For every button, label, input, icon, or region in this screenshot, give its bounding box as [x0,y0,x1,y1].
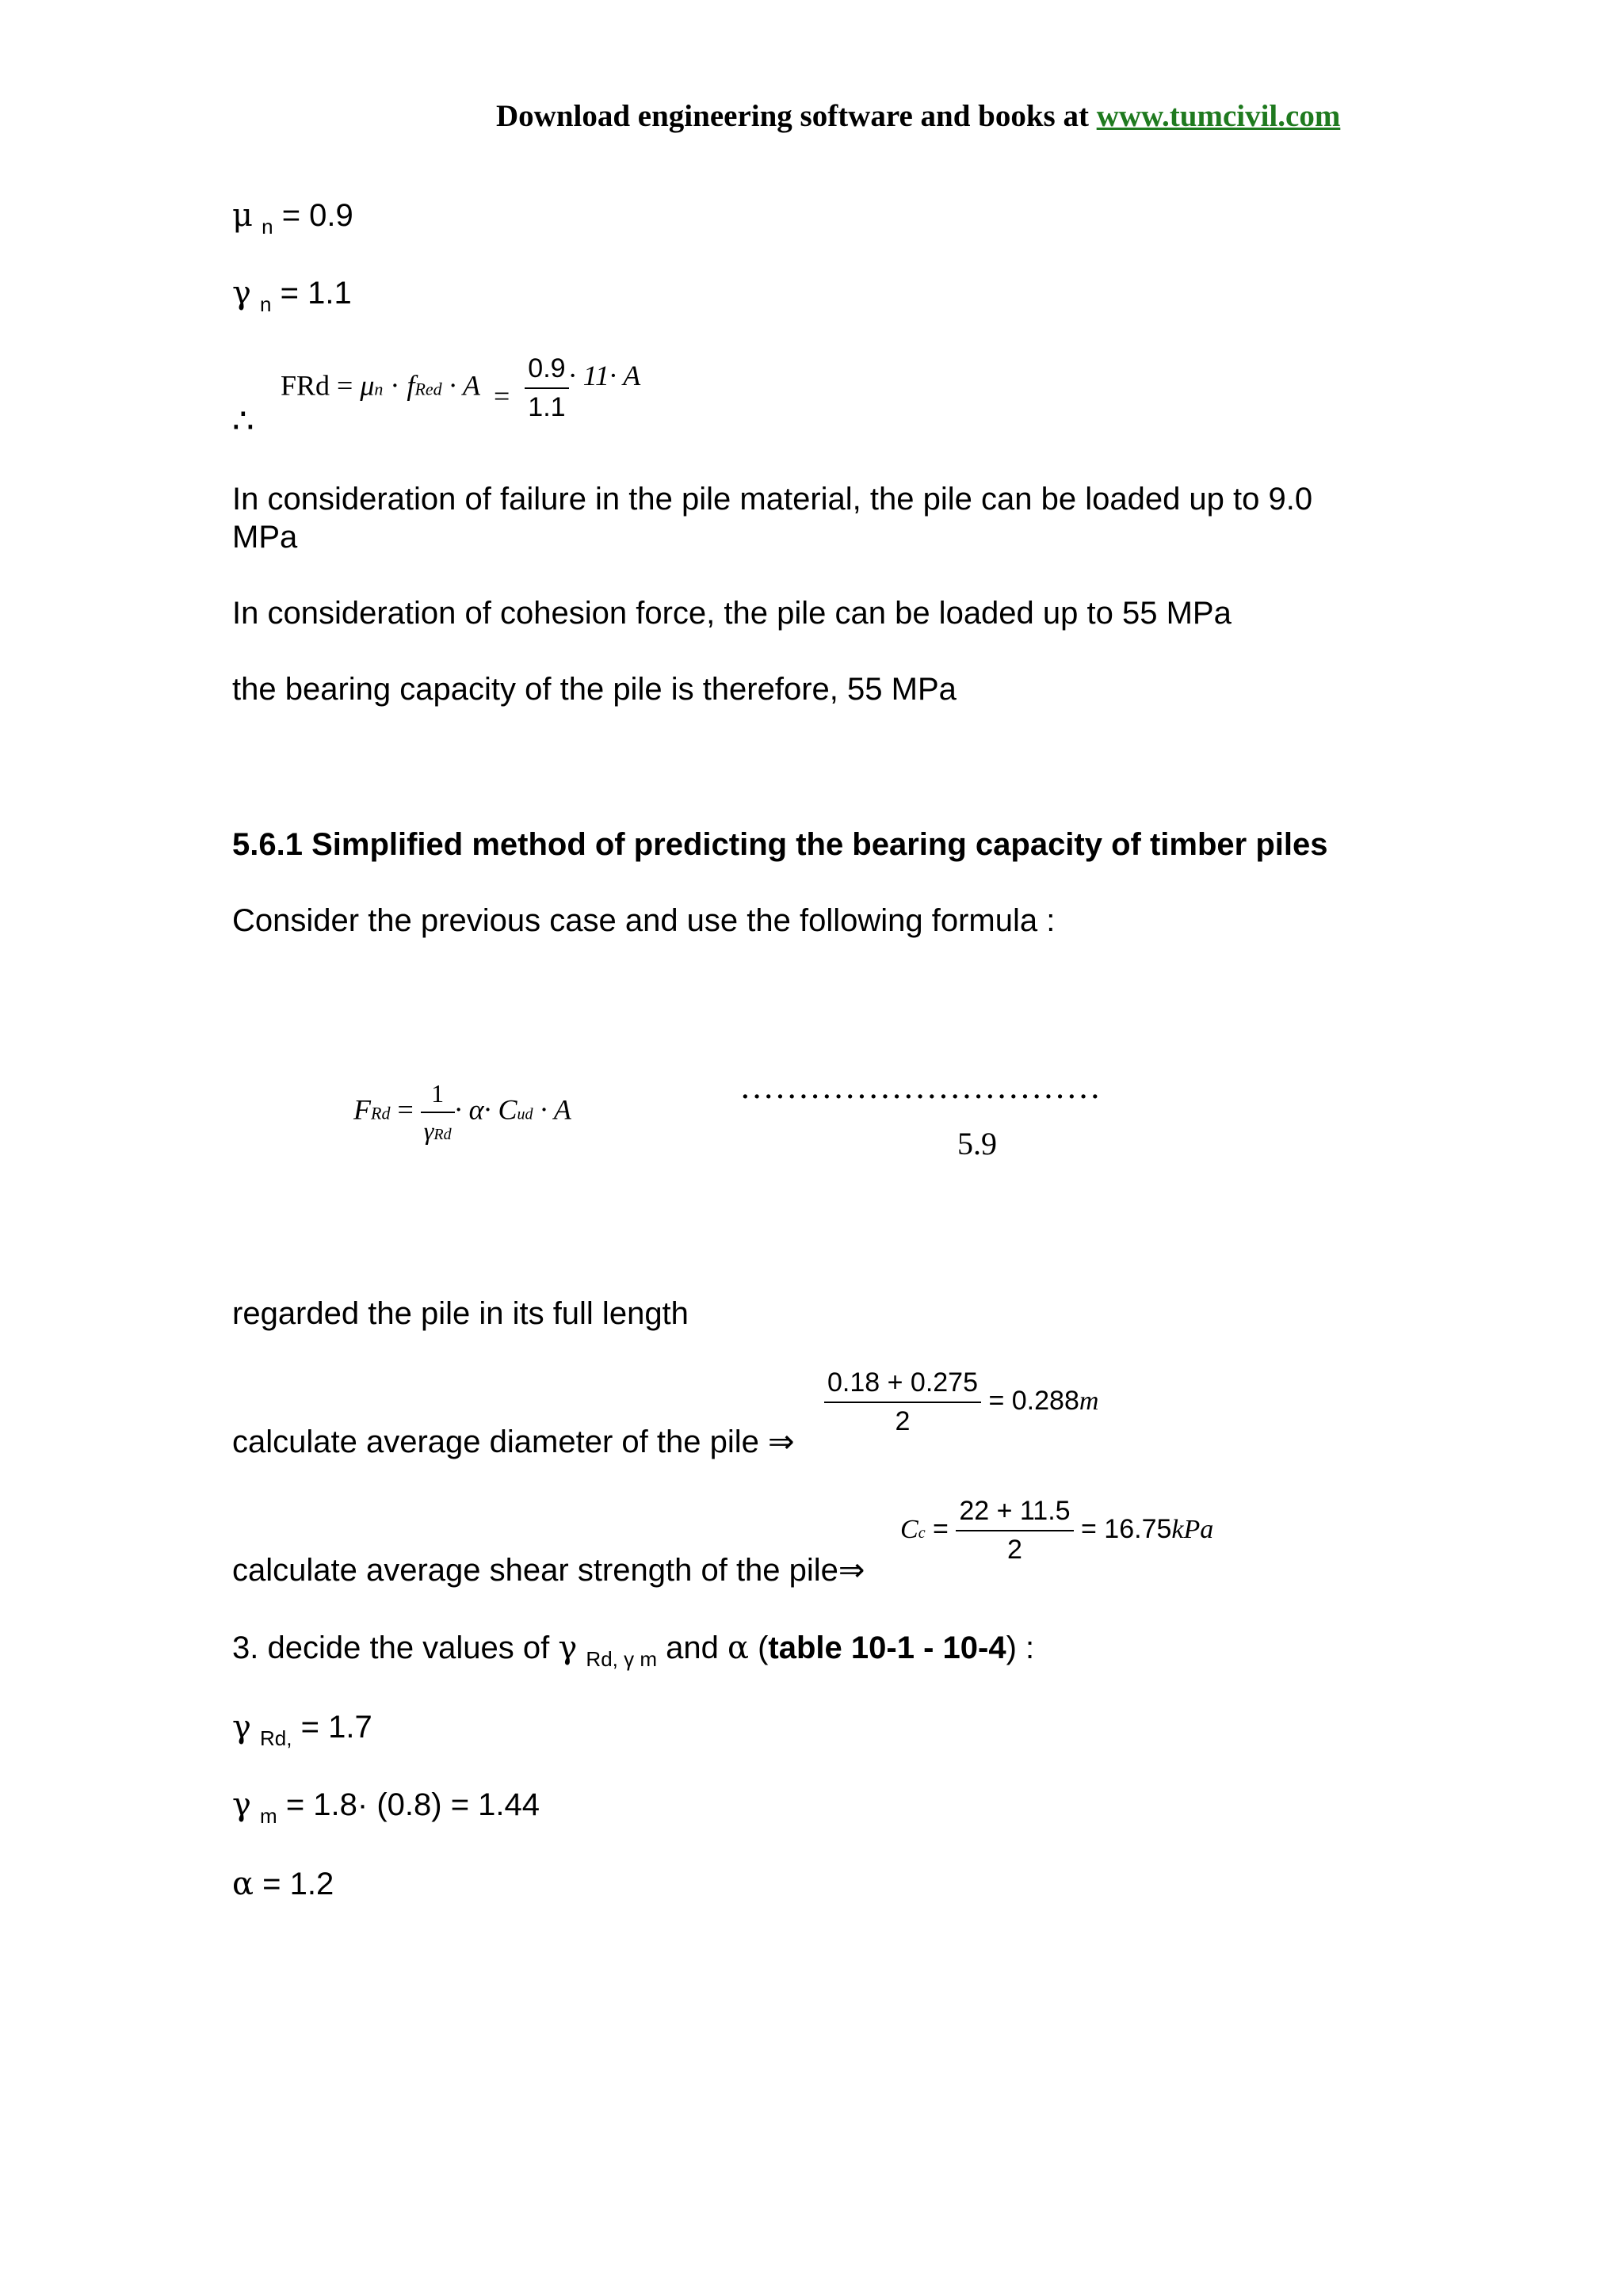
eq-rest1: · α· C [454,1093,517,1126]
gamma-symbol: γ [232,275,251,311]
diameter-formula [824,1367,1098,1437]
gamma-n-line [232,274,352,315]
eq-den: γ [423,1116,434,1145]
frd-num: 0.9 [528,353,566,383]
mu-value: = 0.9 [273,198,353,233]
shear-result: = 16.75 [1081,1513,1172,1544]
shear-unit: kPa [1171,1514,1214,1544]
mu-subscript: n [262,215,273,238]
frd-den: 1.1 [525,387,568,423]
step-3-text-a: 3. decide the values of [232,1630,559,1665]
header-link[interactable]: www.tumcivil.com [1096,99,1341,133]
frd-lhs: FRd = [281,369,361,402]
shear-c-sub: c [918,1524,926,1542]
diameter-result: = 0.288 [988,1385,1079,1416]
diameter-fraction [824,1367,981,1437]
section-heading: 5.6.1 Simplified method of predicting the bearing capacity of timber piles [232,827,1328,862]
mu-symbol: μ [232,197,253,234]
frd-f-sub: Red [414,379,442,399]
shear-num: 22 + 11.5 [959,1496,1071,1526]
gamma-m-symbol: γ [232,1787,251,1823]
shear-den: 2 [956,1530,1073,1566]
step-3-gamma: γ [558,1630,578,1666]
eq-num: 1 [431,1079,445,1108]
diameter-num: 0.18 + 0.275 [827,1367,979,1398]
page-header [496,98,1340,134]
diameter-unit: m [1079,1386,1099,1416]
eq-lhs: F [353,1093,371,1126]
frd-tail: · 11· A [568,360,641,392]
therefore-symbol: ∴ [232,402,254,441]
frd-mu-sub: n [374,379,384,399]
shear-fraction [956,1496,1073,1566]
diameter-den: 2 [824,1402,981,1437]
eq-equals: = [390,1093,421,1126]
paragraph-full-length: regarded the pile in its full length [232,1296,689,1331]
paragraph-bearing: the bearing capacity of the pile is therefore, 55 MPa [232,672,957,707]
gamma-rd-symbol: γ [232,1709,251,1745]
step-3-text-b: and [657,1630,727,1665]
alpha-symbol: α [232,1866,254,1902]
alpha-value: = 1.2 [254,1867,334,1901]
eq-den-wrap [421,1112,455,1146]
eq-fraction [421,1079,455,1146]
frd-f: f [407,369,415,402]
gamma-m-line [232,1786,540,1827]
frd-fraction [525,353,568,423]
gamma-m-subscript: m [260,1804,277,1828]
paragraph-material: In consideration of failure in the pile material, the pile can be loaded up to 9.0 [232,482,1313,517]
equation-5-9 [353,1079,571,1146]
shear-eq: = [925,1513,957,1544]
step-3-line [232,1629,1034,1670]
shear-formula [900,1496,1213,1566]
step-3-alpha: α [727,1630,749,1666]
eq-den-sub: Rd [433,1126,452,1143]
eq-number: 5.9 [957,1126,997,1161]
step-3-text-c: ( [748,1630,769,1665]
frd-eq: = [493,380,510,413]
gamma-subscript: n [260,292,272,316]
gamma-m-value: = 1.8· (0.8) = 1.44 [277,1787,540,1822]
paragraph-material-cont: MPa [232,520,298,555]
gamma-rd-subscript: Rd, [260,1726,292,1750]
frd-dot1: · [383,369,407,402]
step-3-table-ref: table 10-1 - 10-4 [768,1630,1006,1665]
gamma-rd-line [232,1708,372,1749]
step-3-sub: Rd, γ m [586,1647,657,1671]
header-text: Download engineering software and books at [496,99,1097,133]
gamma-rd-value: = 1.7 [292,1710,372,1745]
eq-rest2: · A [533,1093,571,1126]
alpha-line [232,1865,334,1903]
mu-n-line [232,196,353,238]
paragraph-consider: Consider the previous case and use the following formula : [232,903,1056,938]
eq-c-sub: ud [517,1105,533,1123]
gamma-value: = 1.1 [271,276,352,311]
eq-leader-dots: ······························· [740,1079,1102,1116]
diameter-label: calculate average diameter of the pile ⇒ [232,1425,795,1459]
frd-mu: μ [360,369,375,402]
eq-lhs-sub: Rd [371,1103,391,1123]
shear-label: calculate average shear strength of the pile⇒ [232,1553,865,1588]
shear-c: C [900,1514,918,1544]
step-3-text-d: ) : [1006,1630,1035,1665]
paragraph-cohesion: In consideration of cohesion force, the pile can be loaded up to 55 MPa [232,596,1232,631]
frd-formula [281,353,640,423]
frd-dot2: · A [441,369,480,402]
